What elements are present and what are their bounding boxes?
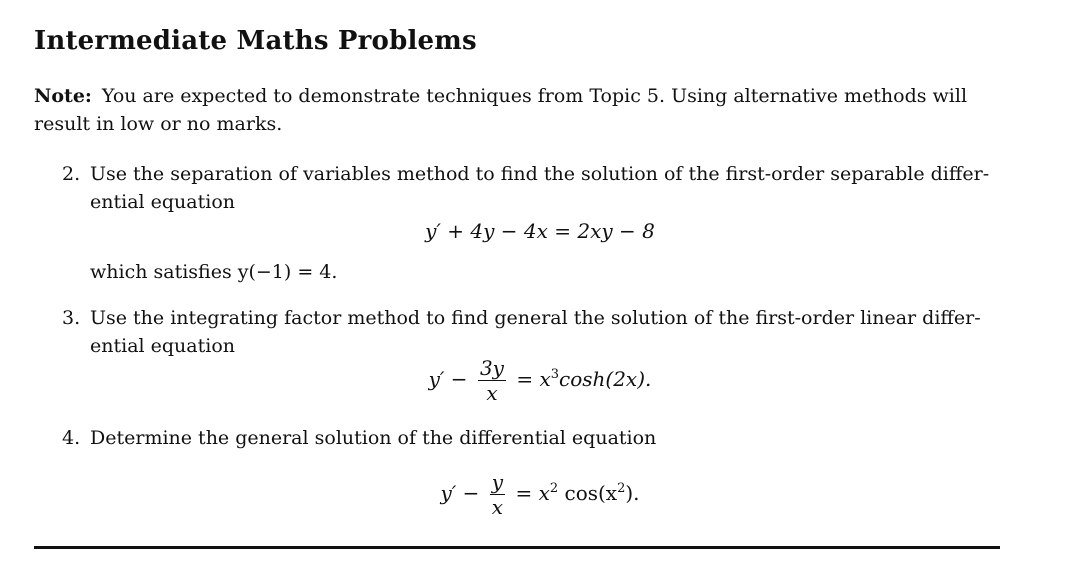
- rhs-exponent: 2: [549, 481, 559, 496]
- rhs-base: = x: [515, 481, 550, 505]
- problem-text: Determine the general solution of the differential equation: [90, 427, 657, 449]
- problem-text: Use the separation of variables method to find the solution of the first-order separable differ- ential equation: [90, 163, 990, 213]
- fraction-numerator: 3y: [479, 356, 504, 380]
- rhs-exponent: 3: [550, 367, 560, 382]
- note-text: You are expected to demonstrate techniques from Topic 5. Using alternative methods will result in low or no marks.: [34, 85, 968, 135]
- rhs-function: cosh(2x).: [559, 367, 652, 391]
- problem-number: 4.: [62, 427, 81, 449]
- problem-2-condition: [62, 258, 1002, 286]
- problem-3: [62, 304, 1002, 360]
- equation-rhs: [516, 367, 651, 391]
- problem-number: 2.: [62, 163, 81, 185]
- problem-text: Use the integrating factor method to find general the solution of the first-order linear differ- ential equation: [90, 307, 981, 357]
- fraction-denominator: x: [486, 381, 498, 405]
- equation-lhs: y′ −: [440, 481, 480, 505]
- note-paragraph: [34, 82, 1004, 138]
- problem-number: 3.: [62, 307, 81, 329]
- problem-2: [62, 160, 1002, 216]
- rhs-inner-exponent: 2: [617, 481, 626, 496]
- equation-problem-2: y′ + 4y − 4x = 2xy − 8: [425, 219, 655, 243]
- fraction-denominator: x: [491, 495, 504, 519]
- fraction: [490, 470, 505, 519]
- equation-lhs: y′ −: [428, 367, 468, 391]
- problem-condition-text: which satisfies y(−1) = 4.: [90, 261, 338, 283]
- rhs-cos: cos(x: [558, 481, 618, 505]
- equation-rhs: [515, 481, 639, 505]
- rhs-close: ).: [625, 481, 640, 505]
- fraction-numerator: y: [491, 470, 504, 494]
- horizontal-rule: [34, 546, 1000, 549]
- page-title: Intermediate Maths Problems: [34, 26, 477, 56]
- equation-problem-3: [0, 356, 1080, 405]
- equation-problem-4: [0, 470, 1080, 519]
- note-label: Note:: [34, 85, 92, 107]
- problem-4: [62, 424, 1002, 452]
- rhs-base: = x: [516, 367, 551, 391]
- fraction: [478, 356, 506, 405]
